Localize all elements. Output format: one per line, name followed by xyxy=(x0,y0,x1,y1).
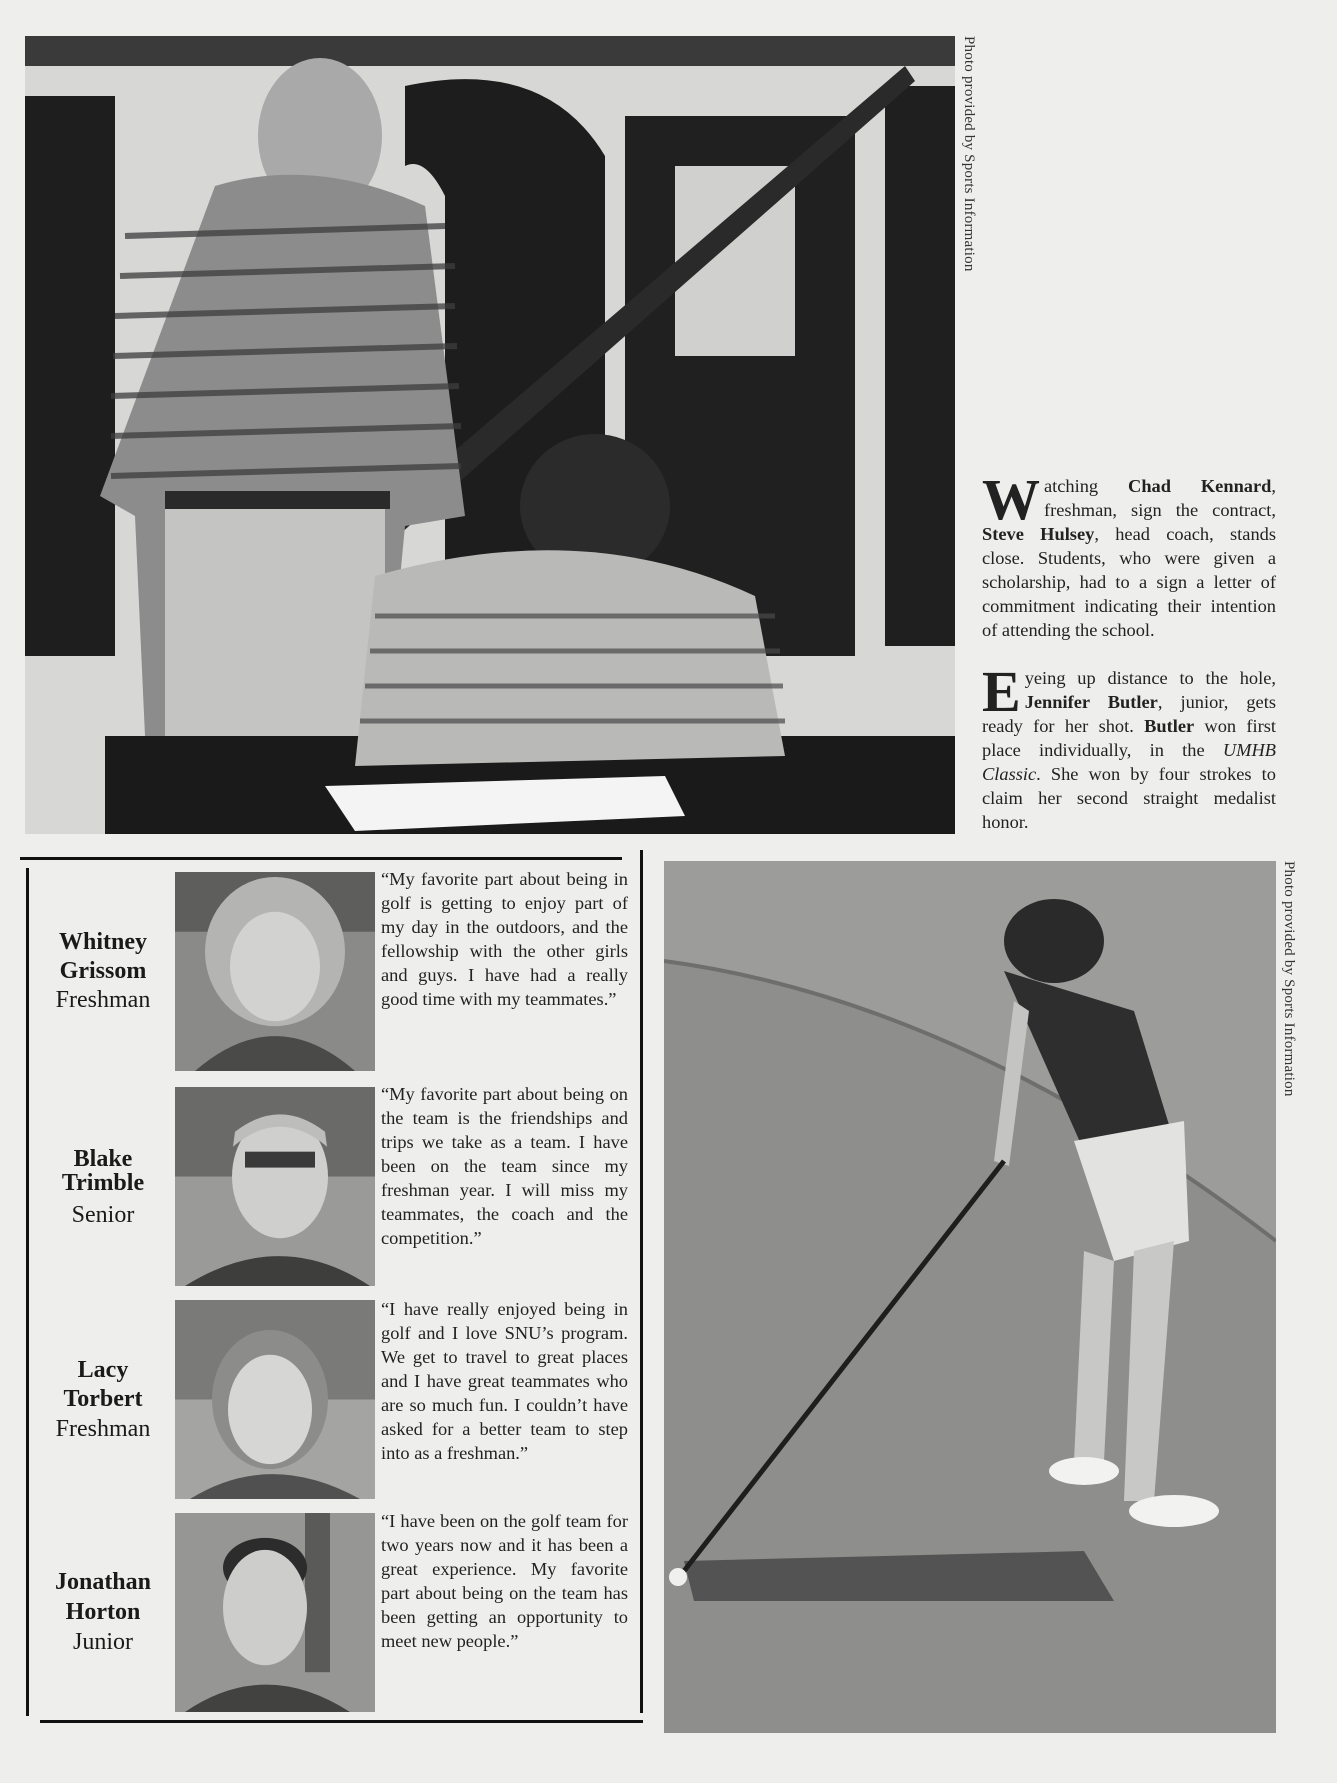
profile-first-name: Lacy xyxy=(77,1357,129,1383)
profile-class-year: Freshman xyxy=(55,987,151,1013)
caption-text: UMHB Classic xyxy=(982,740,1276,784)
signing-caption xyxy=(982,467,1277,642)
profile-class-year: Senior xyxy=(71,1202,135,1228)
profiles-frame-top xyxy=(20,857,622,860)
portrait-photo-icon xyxy=(175,872,375,1071)
profiles-frame-bottom xyxy=(40,1720,643,1723)
profile-last-name: Torbert xyxy=(63,1386,143,1412)
profile-class-year: Freshman xyxy=(55,1416,151,1442)
golfer-photo-credit: Photo provided by Sports Information xyxy=(1281,861,1297,1097)
caption-name: Chad Kennard xyxy=(1128,476,1272,496)
golfer-caption xyxy=(982,659,1276,834)
headshot-photo xyxy=(175,1300,375,1499)
profile-last-name: Trimble xyxy=(61,1170,145,1196)
drop-cap-letter: E xyxy=(982,659,1021,724)
headshot-photo xyxy=(175,1087,375,1286)
profile-first-name: Whitney xyxy=(58,929,147,955)
golfer-photo xyxy=(664,861,1276,1733)
profile-first-name: Blake xyxy=(73,1146,133,1172)
profile-quote: “I have been on the golf team for two years now and it has been a great experience. My favorite part about being on the team has been getting an opportunity to meet new people.” xyxy=(381,1511,628,1651)
profile-last-name: Horton xyxy=(65,1599,141,1625)
profile-quote: “I have really enjoyed being in golf and I love SNU’s program. We get to travel to great places and I have great teammates who are so much fun. I couldn’t have asked for a better team to step into as a freshman.” xyxy=(381,1299,628,1463)
caption-text: , freshman, sign the contract, xyxy=(1044,476,1277,520)
caption-name: Jennifer Butler xyxy=(1024,692,1158,712)
coach-and-student-signing-photo-icon xyxy=(25,36,955,834)
profiles-frame-right xyxy=(640,850,643,1713)
drop-cap-letter: W xyxy=(982,467,1040,532)
caption-text: . She won by four strokes to claim her second straight medalist honor. xyxy=(982,764,1276,832)
caption-name: Steve Hulsey xyxy=(982,524,1095,544)
caption-text: atching xyxy=(1044,476,1129,496)
profile-quote: “My favorite part about being on the team is the friendships and trips we take as a team. I have been on the team since my freshman year. I will miss my teammates, the coach and the competition.” xyxy=(381,1084,628,1248)
portrait-photo-icon xyxy=(175,1087,375,1286)
portrait-photo-icon xyxy=(175,1300,375,1499)
headshot-photo xyxy=(175,1513,375,1712)
caption-text: won first place individually, in the xyxy=(982,716,1276,760)
golfer-putting-photo-icon xyxy=(664,861,1276,1733)
profile-quote: “My favorite part about being in golf is getting to enjoy part of my day in the outdoors, and the fellowship with the other girls and guys. I have had a really good time with my teammates.” xyxy=(381,869,628,1009)
portrait-photo-icon xyxy=(175,1513,375,1712)
caption-name: Butler xyxy=(1144,716,1195,736)
profile-class-year: Junior xyxy=(73,1629,133,1655)
signing-photo xyxy=(25,36,955,834)
caption-text: yeing up distance to the hole, xyxy=(1024,668,1276,688)
caption-text: , junior, gets ready for her shot. xyxy=(982,692,1276,736)
profile-last-name: Grissom xyxy=(59,958,147,984)
profile-first-name: Jonathan xyxy=(54,1569,152,1595)
signing-photo-credit: Photo provided by Sports Information xyxy=(961,36,977,272)
headshot-photo xyxy=(175,872,375,1071)
caption-text: , head coach, stands close. Students, who were given a scholarship, had to a sign a letter of commitment indicating their intention of attending the school. xyxy=(982,524,1276,640)
